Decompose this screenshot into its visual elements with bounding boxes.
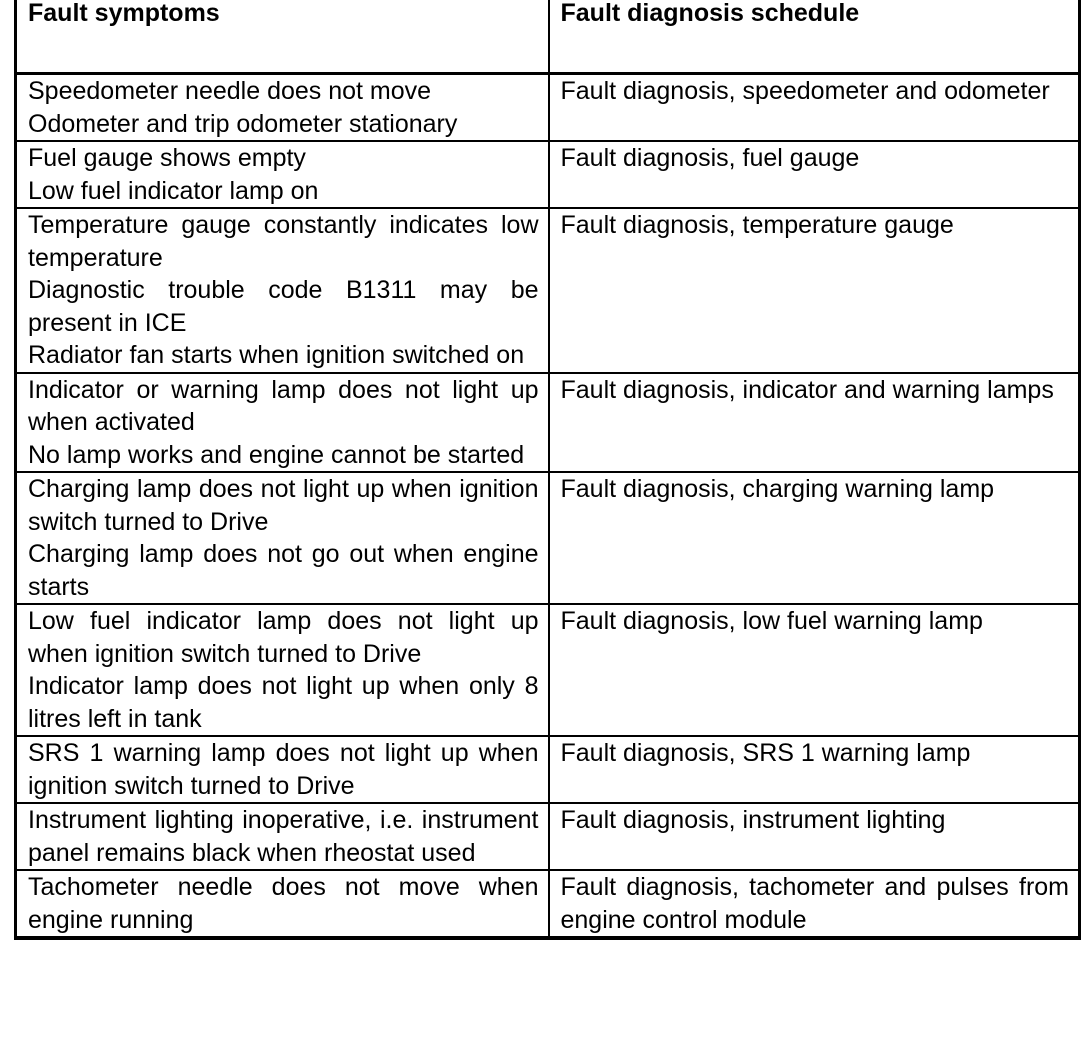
fault-symptoms-cell bbox=[16, 870, 549, 938]
schedule-text: Fault diagnosis, tachometer and pulses from engine control module bbox=[560, 873, 1069, 934]
symptom-text: Charging lamp does not go out when engine starts bbox=[28, 540, 539, 601]
symptom-text: Low fuel indicator lamp on bbox=[28, 176, 319, 205]
fault-diagnosis-table bbox=[14, 0, 1081, 940]
symptom-text: SRS 1 warning lamp does not light up when ignition switch turned to Drive bbox=[28, 739, 539, 800]
table-row bbox=[16, 141, 1080, 208]
table-header-row bbox=[16, 0, 1080, 74]
fault-symptoms-cell bbox=[16, 472, 549, 604]
schedule-text: Fault diagnosis, charging warning lamp bbox=[560, 475, 995, 503]
diagnosis-schedule-cell bbox=[549, 373, 1080, 473]
symptom-text: Fuel gauge shows empty bbox=[28, 144, 306, 172]
header-fault-diagnosis-schedule: Fault diagnosis schedule bbox=[549, 0, 1080, 74]
symptom-text: Speedometer needle does not move bbox=[28, 77, 432, 105]
diagnosis-schedule-cell bbox=[549, 736, 1080, 803]
diagnosis-schedule-cell bbox=[549, 472, 1080, 604]
symptom-text: Radiator fan starts when ignition switched on bbox=[28, 341, 525, 369]
table-row bbox=[16, 472, 1080, 604]
schedule-text: Fault diagnosis, fuel gauge bbox=[560, 144, 860, 172]
diagnosis-schedule-cell bbox=[549, 141, 1080, 208]
fault-symptoms-cell bbox=[16, 736, 549, 803]
fault-symptoms-cell bbox=[16, 604, 549, 736]
symptom-text: Diagnostic trouble code B1311 may be present in ICE bbox=[28, 276, 539, 337]
diagnosis-schedule-cell bbox=[549, 803, 1080, 870]
fault-symptoms-cell bbox=[16, 803, 549, 870]
diagnosis-schedule-cell bbox=[549, 604, 1080, 736]
schedule-text: Fault diagnosis, speedometer and odometer bbox=[560, 77, 1050, 105]
symptom-text: Low fuel indicator lamp does not light up when ignition switch turned to Drive bbox=[28, 607, 539, 668]
symptom-text: Instrument lighting inoperative, i.e. instrument panel remains black when rheostat used bbox=[28, 806, 539, 867]
table-row bbox=[16, 803, 1080, 870]
diagnosis-schedule-cell bbox=[549, 208, 1080, 373]
symptom-text: Indicator or warning lamp does not light up when activated bbox=[28, 375, 539, 436]
symptom-text: Temperature gauge constantly indicates low temperature bbox=[28, 211, 539, 272]
symptom-text: Indicator lamp does not light up when only 8 litres left in tank bbox=[28, 672, 539, 733]
schedule-text: Fault diagnosis, instrument lighting bbox=[560, 806, 946, 834]
fault-symptoms-cell bbox=[16, 141, 549, 208]
schedule-text: Fault diagnosis, temperature gauge bbox=[560, 211, 954, 239]
symptom-text: No lamp works and engine cannot be started bbox=[28, 440, 525, 469]
header-fault-symptoms: Fault symptoms bbox=[16, 0, 549, 74]
table-row bbox=[16, 373, 1080, 473]
fault-symptoms-cell bbox=[16, 74, 549, 142]
fault-symptoms-cell bbox=[16, 373, 549, 473]
fault-symptoms-cell bbox=[16, 208, 549, 373]
symptom-text: Charging lamp does not light up when ignition switch turned to Drive bbox=[28, 475, 539, 536]
symptom-text: Odometer and trip odometer stationary bbox=[28, 109, 458, 138]
diagnosis-schedule-cell bbox=[549, 870, 1080, 938]
symptom-text: Tachometer needle does not move when engine running bbox=[28, 873, 539, 934]
schedule-text: Fault diagnosis, low fuel warning lamp bbox=[560, 607, 983, 635]
table-row bbox=[16, 736, 1080, 803]
schedule-text: Fault diagnosis, SRS 1 warning lamp bbox=[560, 739, 971, 767]
table-row bbox=[16, 604, 1080, 736]
table-row bbox=[16, 74, 1080, 142]
table-row bbox=[16, 208, 1080, 373]
schedule-text: Fault diagnosis, indicator and warning lamps bbox=[560, 375, 1054, 404]
table-row bbox=[16, 870, 1080, 938]
diagnosis-schedule-cell bbox=[549, 74, 1080, 142]
